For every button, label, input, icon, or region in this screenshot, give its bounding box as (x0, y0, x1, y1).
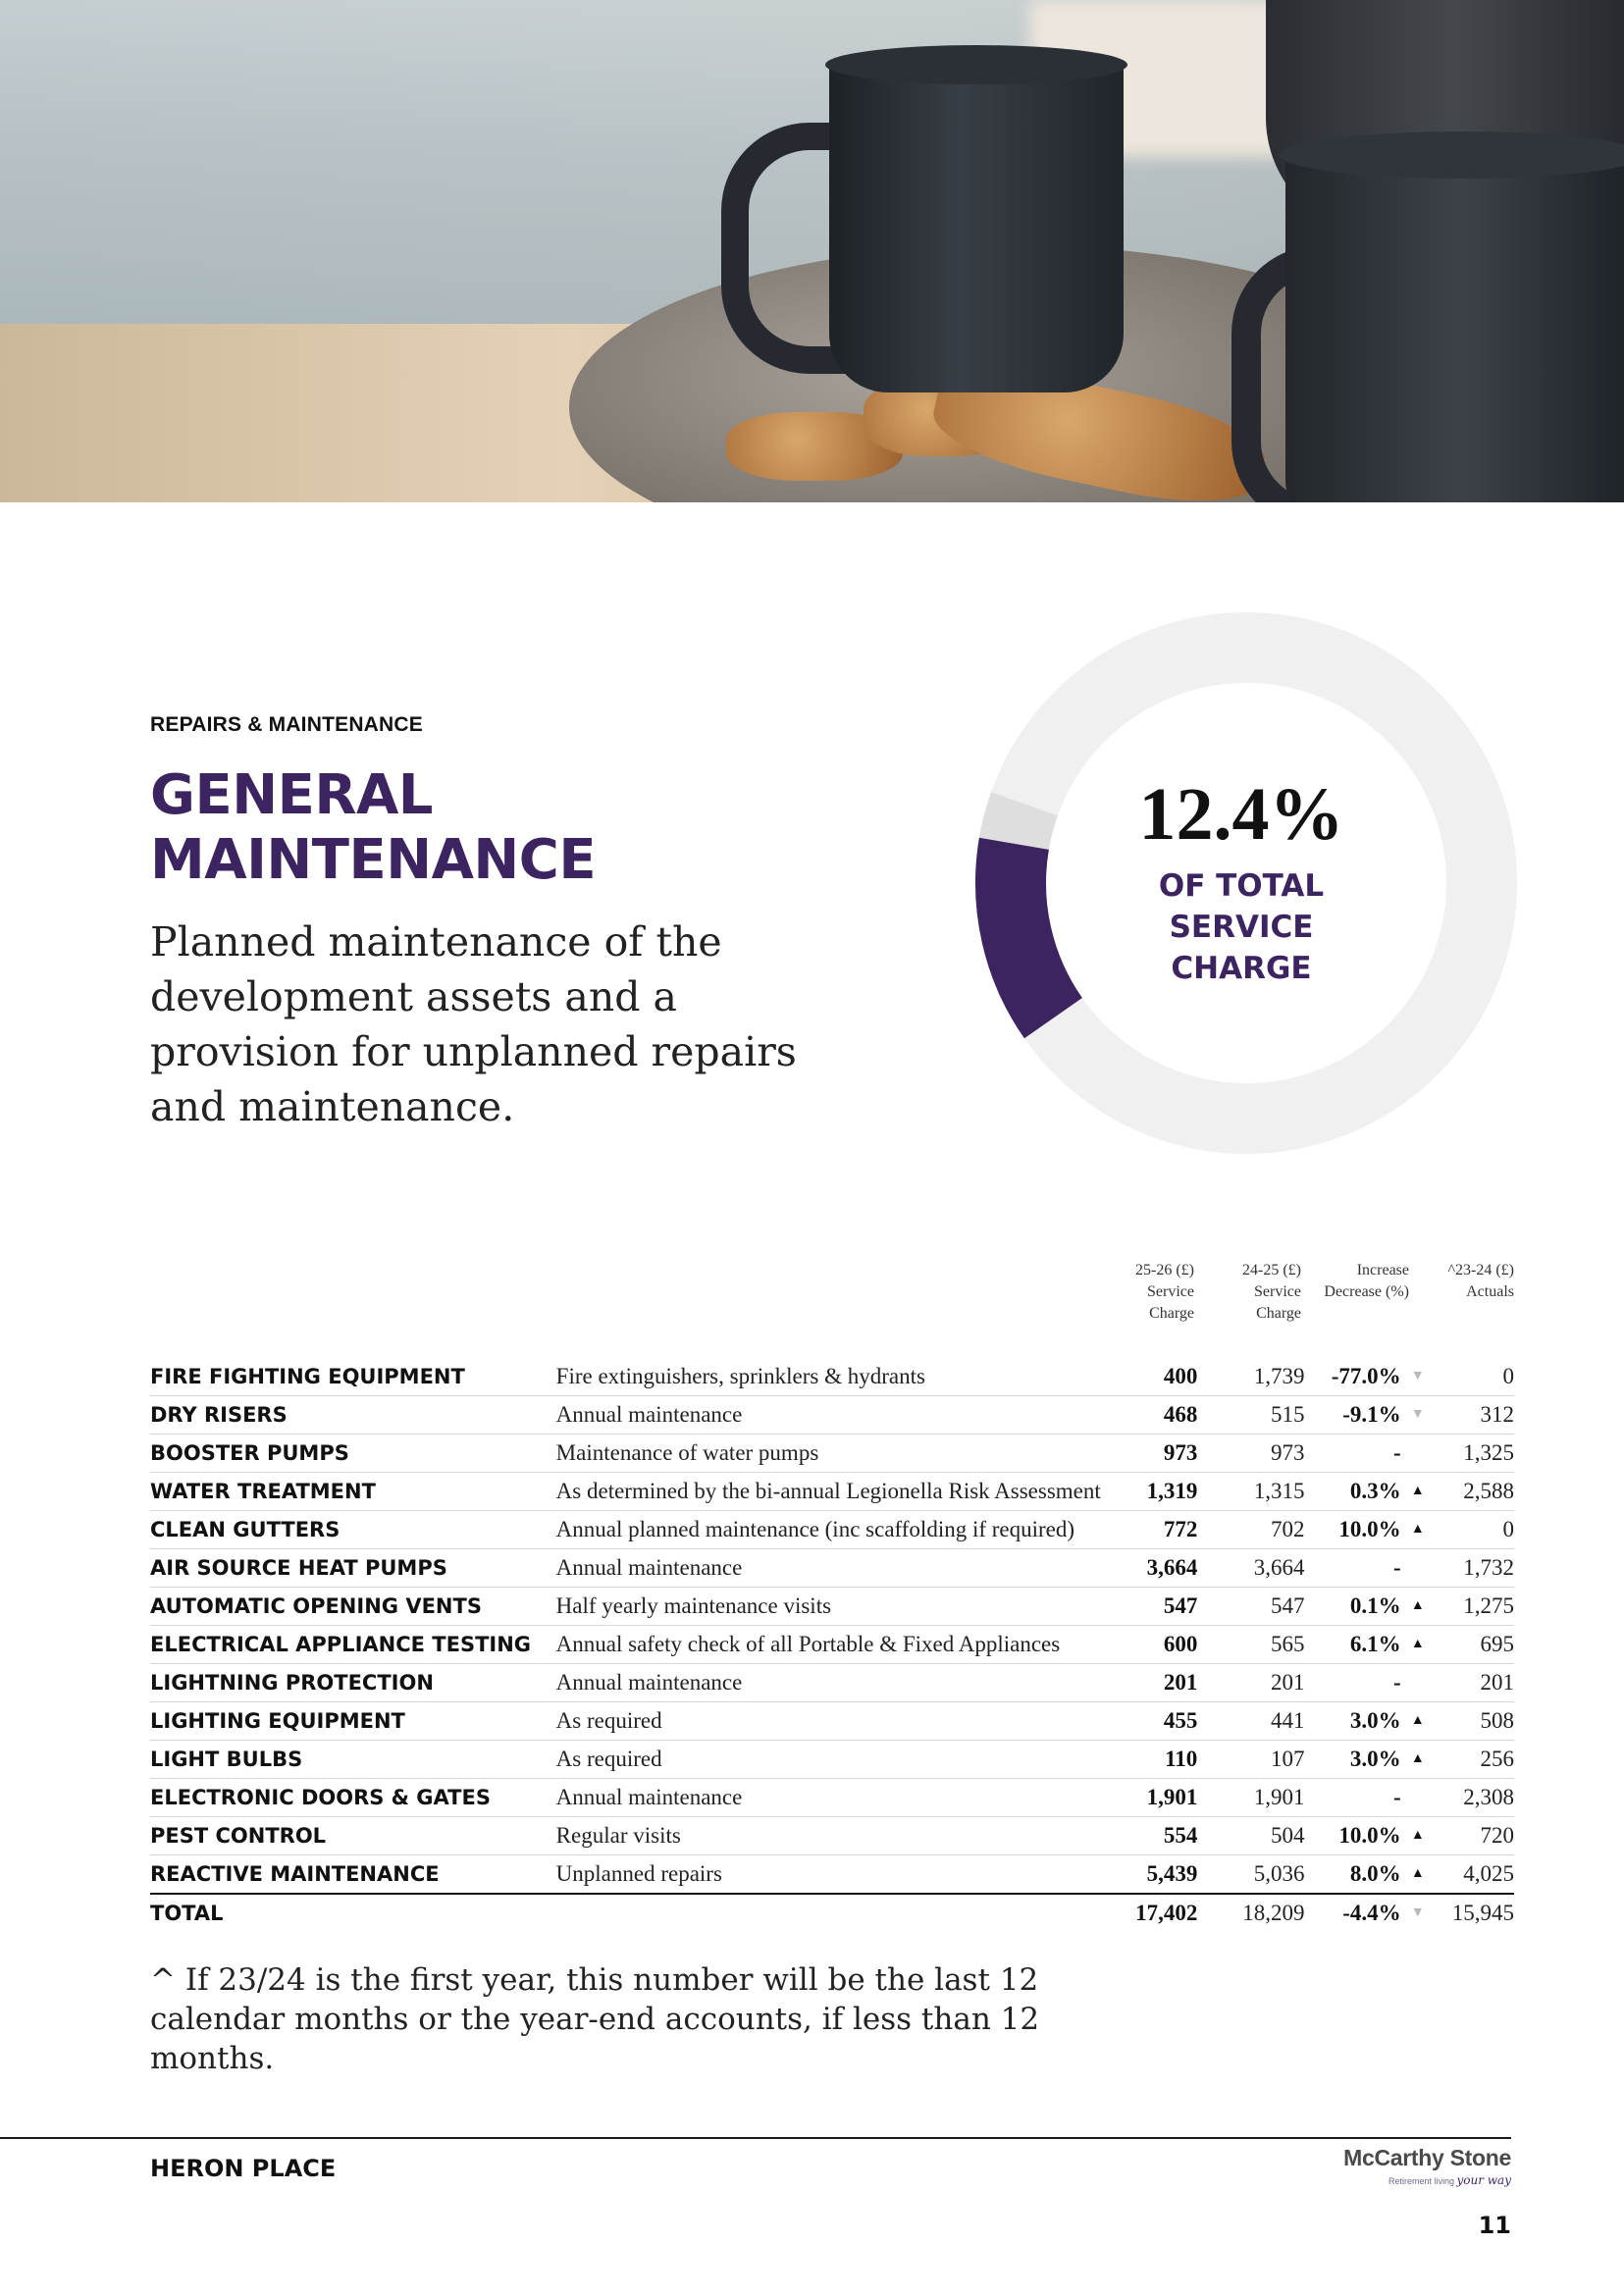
value-25-26: 973 (1134, 1435, 1197, 1473)
table-row (150, 1396, 1514, 1435)
value-24-25: 201 (1197, 1664, 1304, 1702)
value-25-26: 1,319 (1134, 1473, 1197, 1511)
increase-arrow-icon: ▲ (1401, 1741, 1435, 1779)
share-caption-text: OF TOTAL SERVICE CHARGE (1158, 868, 1325, 986)
hero-photo-tea-cups (0, 0, 1624, 502)
value-24-25: 547 (1197, 1588, 1304, 1626)
table-row (150, 1588, 1514, 1626)
item-detail: Maintenance of water pumps (556, 1435, 1135, 1473)
item-name: DRY RISERS (150, 1396, 556, 1435)
value-23-24-actual: 2,588 (1435, 1473, 1514, 1511)
value-23-24-actual: 15,945 (1435, 1894, 1514, 1932)
table-row (150, 1358, 1514, 1396)
value-23-24-actual: 0 (1435, 1511, 1514, 1549)
increase-arrow-icon: ▲ (1401, 1817, 1435, 1855)
value-25-26: 110 (1134, 1741, 1197, 1779)
table-row (150, 1779, 1514, 1817)
value-23-24-actual: 201 (1435, 1664, 1514, 1702)
item-name: AUTOMATIC OPENING VENTS (150, 1588, 556, 1626)
value-23-24-actual: 720 (1435, 1817, 1514, 1855)
section-description: Planned maintenance of the development assets and a provision for unplanned repairs and maintenance. (150, 918, 797, 1130)
change-percent: 8.0% (1305, 1855, 1401, 1895)
decrease-arrow-icon: ▼ (1401, 1396, 1435, 1435)
footer-divider (0, 2137, 1511, 2139)
increase-arrow-icon: ▲ (1401, 1702, 1435, 1741)
value-24-25: 565 (1197, 1626, 1304, 1664)
table-row (150, 1855, 1514, 1895)
change-percent: 3.0% (1305, 1702, 1401, 1741)
total-row (150, 1894, 1514, 1932)
change-percent: 0.3% (1305, 1473, 1401, 1511)
value-25-26: 772 (1134, 1511, 1197, 1549)
increase-arrow-icon: ▲ (1401, 1511, 1435, 1549)
item-name: REACTIVE MAINTENANCE (150, 1855, 556, 1895)
page-title-line-1: GENERAL (150, 763, 433, 827)
value-24-25: 1,739 (1197, 1358, 1304, 1396)
brand-logo (1315, 2145, 1511, 2187)
item-name: BOOSTER PUMPS (150, 1435, 556, 1473)
change-percent: 0.1% (1305, 1588, 1401, 1626)
item-name: LIGHTING EQUIPMENT (150, 1702, 556, 1741)
value-25-26: 600 (1134, 1626, 1197, 1664)
item-detail: Annual safety check of all Portable & Fixed Appliances (556, 1626, 1135, 1664)
item-detail: Half yearly maintenance visits (556, 1588, 1135, 1626)
item-name: WATER TREATMENT (150, 1473, 556, 1511)
cost-table-body (150, 1358, 1514, 1932)
brand-tagline (1315, 2173, 1511, 2187)
col-header-change-text: Increase Decrease (%) (1324, 1262, 1409, 1300)
change-percent: -9.1% (1305, 1396, 1401, 1435)
item-detail: Fire extinguishers, sprinklers & hydrants (556, 1358, 1135, 1396)
change-percent: - (1305, 1549, 1401, 1588)
value-25-26: 1,901 (1134, 1779, 1197, 1817)
value-25-26: 554 (1134, 1817, 1197, 1855)
page-number: 11 (1478, 2212, 1511, 2239)
value-24-25: 1,901 (1197, 1779, 1304, 1817)
donut-label (1040, 775, 1442, 989)
value-24-25: 515 (1197, 1396, 1304, 1435)
col-header-23-24 (1416, 1260, 1514, 1303)
brand-tagline-script: your way (1456, 2173, 1511, 2187)
value-25-26: 547 (1134, 1588, 1197, 1626)
increase-arrow-icon: ▲ (1401, 1588, 1435, 1626)
value-24-25: 973 (1197, 1435, 1304, 1473)
change-percent: 6.1% (1305, 1626, 1401, 1664)
donut-previous-segment (1014, 804, 1024, 843)
item-name: TOTAL (150, 1894, 556, 1932)
value-24-25: 504 (1197, 1817, 1304, 1855)
no-change-cell (1401, 1779, 1435, 1817)
value-23-24-actual: 1,732 (1435, 1549, 1514, 1588)
table-row (150, 1435, 1514, 1473)
table-row (150, 1817, 1514, 1855)
value-25-26: 5,439 (1134, 1855, 1197, 1895)
change-percent: 10.0% (1305, 1817, 1401, 1855)
col-header-23-24-text: ^23-24 (£) Actuals (1447, 1262, 1514, 1300)
no-change-cell (1401, 1549, 1435, 1588)
item-name: PEST CONTROL (150, 1817, 556, 1855)
value-24-25: 5,036 (1197, 1855, 1304, 1895)
table-row (150, 1702, 1514, 1741)
value-23-24-actual: 695 (1435, 1626, 1514, 1664)
page-title-line-2: MAINTENANCE (150, 828, 597, 892)
table-row (150, 1511, 1514, 1549)
brand-name: McCarthy Stone (1343, 2145, 1511, 2170)
value-24-25: 702 (1197, 1511, 1304, 1549)
table-row (150, 1549, 1514, 1588)
footnote: ^ If 23/24 is the first year, this number will be the last 12 calendar months or the year-end accounts, if less than 12 months. (150, 1962, 1040, 2076)
item-name: FIRE FIGHTING EQUIPMENT (150, 1358, 556, 1396)
item-detail: Unplanned repairs (556, 1855, 1135, 1895)
table-row (150, 1473, 1514, 1511)
value-24-25: 3,664 (1197, 1549, 1304, 1588)
item-name: AIR SOURCE HEAT PUMPS (150, 1549, 556, 1588)
item-name: CLEAN GUTTERS (150, 1511, 556, 1549)
value-25-26: 455 (1134, 1702, 1197, 1741)
item-name: LIGHTNING PROTECTION (150, 1664, 556, 1702)
item-detail: Annual maintenance (556, 1549, 1135, 1588)
value-25-26: 400 (1134, 1358, 1197, 1396)
value-25-26: 201 (1134, 1664, 1197, 1702)
value-24-25: 107 (1197, 1741, 1304, 1779)
increase-arrow-icon: ▲ (1401, 1855, 1435, 1895)
item-name: ELECTRONIC DOORS & GATES (150, 1779, 556, 1817)
value-25-26: 17,402 (1134, 1894, 1197, 1932)
value-24-25: 441 (1197, 1702, 1304, 1741)
col-header-change (1311, 1260, 1409, 1303)
item-name: LIGHT BULBS (150, 1741, 556, 1779)
value-25-26: 3,664 (1134, 1549, 1197, 1588)
value-23-24-actual: 2,308 (1435, 1779, 1514, 1817)
change-percent: - (1305, 1779, 1401, 1817)
section-label: REPAIRS & MAINTENANCE (150, 713, 423, 736)
table-row (150, 1664, 1514, 1702)
col-header-25-26-text: 25-26 (£) Service Charge (1135, 1262, 1194, 1322)
change-percent: -4.4% (1305, 1894, 1401, 1932)
item-detail: Annual maintenance (556, 1664, 1135, 1702)
value-24-25: 1,315 (1197, 1473, 1304, 1511)
item-detail (556, 1894, 1135, 1932)
value-23-24-actual: 1,325 (1435, 1435, 1514, 1473)
development-name: HERON PLACE (150, 2155, 337, 2182)
decrease-arrow-icon: ▼ (1401, 1358, 1435, 1396)
page-title (150, 763, 596, 893)
value-23-24-actual: 256 (1435, 1741, 1514, 1779)
change-percent: - (1305, 1664, 1401, 1702)
brand-tagline-prefix: Retirement living (1388, 2176, 1454, 2186)
item-detail: As required (556, 1702, 1135, 1741)
value-25-26: 468 (1134, 1396, 1197, 1435)
item-detail: As determined by the bi-annual Legionella Risk Assessment (556, 1473, 1135, 1511)
increase-arrow-icon: ▲ (1401, 1626, 1435, 1664)
table-row (150, 1741, 1514, 1779)
col-header-25-26 (1096, 1260, 1194, 1325)
share-caption (1040, 865, 1442, 989)
value-23-24-actual: 0 (1435, 1358, 1514, 1396)
item-detail: Annual maintenance (556, 1396, 1135, 1435)
item-name: ELECTRICAL APPLIANCE TESTING (150, 1626, 556, 1664)
increase-arrow-icon: ▲ (1401, 1473, 1435, 1511)
col-header-24-25 (1203, 1260, 1301, 1325)
decrease-arrow-icon: ▼ (1401, 1894, 1435, 1932)
cost-breakdown-table (150, 1358, 1514, 1932)
item-detail: Regular visits (556, 1817, 1135, 1855)
table-row (150, 1626, 1514, 1664)
no-change-cell (1401, 1435, 1435, 1473)
value-23-24-actual: 508 (1435, 1702, 1514, 1741)
item-detail: Annual planned maintenance (inc scaffolding if required) (556, 1511, 1135, 1549)
value-24-25: 18,209 (1197, 1894, 1304, 1932)
value-23-24-actual: 4,025 (1435, 1855, 1514, 1895)
value-23-24-actual: 312 (1435, 1396, 1514, 1435)
share-percent: 12.4% (1138, 773, 1344, 856)
change-percent: - (1305, 1435, 1401, 1473)
item-detail: Annual maintenance (556, 1779, 1135, 1817)
change-percent: 3.0% (1305, 1741, 1401, 1779)
col-header-24-25-text: 24-25 (£) Service Charge (1242, 1262, 1301, 1322)
value-23-24-actual: 1,275 (1435, 1588, 1514, 1626)
change-percent: 10.0% (1305, 1511, 1401, 1549)
change-percent: -77.0% (1305, 1358, 1401, 1396)
item-detail: As required (556, 1741, 1135, 1779)
no-change-cell (1401, 1664, 1435, 1702)
